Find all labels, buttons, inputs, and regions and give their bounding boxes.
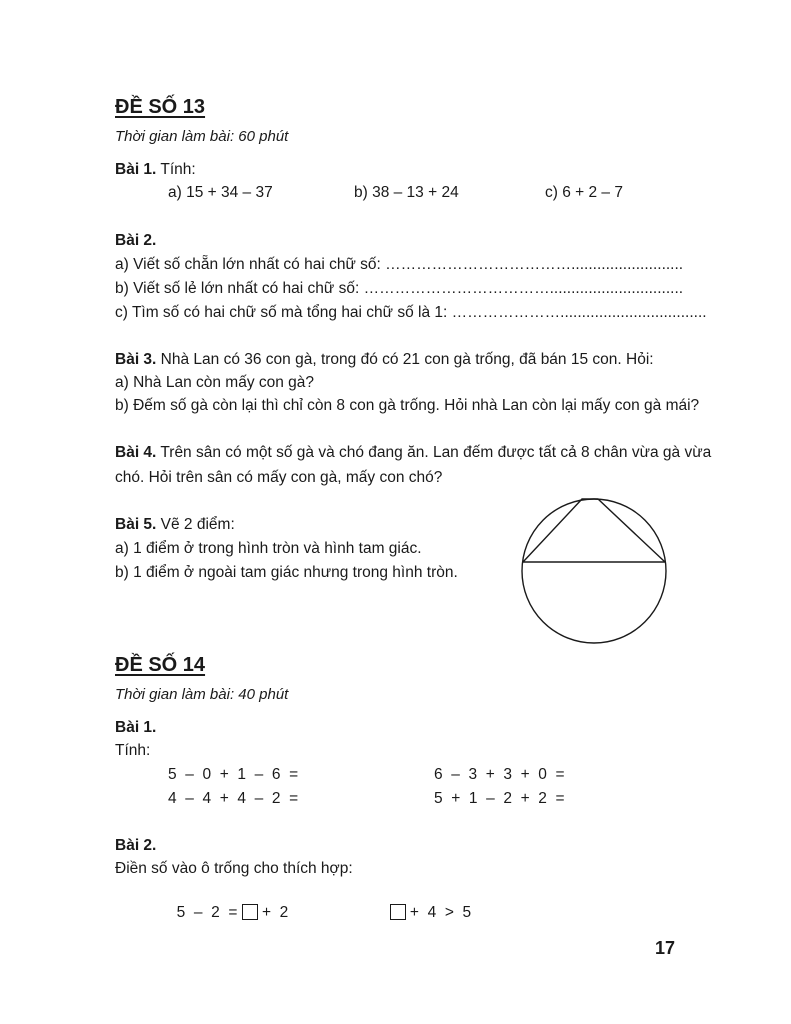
circle: [522, 499, 666, 643]
task-text: Tính:: [156, 161, 196, 178]
task-1-item-c: c) 6 + 2 – 7: [545, 184, 623, 201]
fill-in-expression-1: [168, 883, 288, 923]
exam-13-task-1: [115, 160, 196, 180]
task-text: Vẽ 2 điểm:: [156, 516, 235, 533]
task-label: Bài 4.: [115, 444, 157, 461]
expression-left: 5 – 2 =: [176, 904, 242, 921]
task-5-item-a: a) 1 điểm ở trong hình tròn và hình tam giác.: [115, 540, 422, 557]
exam-14-task-1-label: Bài 1.: [115, 719, 157, 736]
expression-1: 5 – 0 + 1 – 6 =: [168, 766, 299, 783]
expression-right: + 4 > 5: [405, 904, 472, 921]
exam-13-task-2-label: Bài 2.: [115, 232, 157, 249]
exam-13-task-5: [115, 515, 235, 535]
exam-13-title: ĐỀ SỐ 13: [115, 96, 206, 118]
task-text: Nhà Lan có 36 con gà, trong đó có 21 con gà trống, đã bán 15 con. Hỏi:: [156, 351, 654, 368]
task-5-item-b: b) 1 điểm ở ngoài tam giác nhưng trong hình tròn.: [115, 564, 458, 581]
answer-box[interactable]: [242, 904, 258, 920]
page-number: 17: [655, 938, 676, 958]
answer-box[interactable]: [390, 904, 406, 920]
task-label: Bài 3.: [115, 351, 157, 368]
task-2-item-c: c) Tìm số có hai chữ số mà tổng hai chữ số là 1: …………………..................................: [115, 304, 707, 321]
task-4-text-line-2: chó. Hỏi trên sân có mấy con gà, mấy con chó?: [115, 469, 443, 486]
circle-triangle-figure: [515, 488, 675, 658]
exam-14-task-2-text: Điền số vào ô trống cho thích hợp:: [115, 860, 353, 877]
expression-4: 5 + 1 – 2 + 2 =: [434, 790, 565, 807]
task-text: Trên sân có một số gà và chó đang ăn. Lan đếm được tất cả 8 chân vừa gà vừa: [156, 444, 712, 461]
task-1-item-b: b) 38 – 13 + 24: [354, 184, 459, 201]
task-3-item-a: a) Nhà Lan còn mấy con gà?: [115, 374, 315, 391]
expression-right: + 2: [257, 904, 289, 921]
expression-2: 4 – 4 + 4 – 2 =: [168, 790, 299, 807]
exam-14-task-2-label: Bài 2.: [115, 837, 157, 854]
exam-14-title: ĐỀ SỐ 14: [115, 654, 206, 676]
task-1-item-a: a) 15 + 34 – 37: [168, 184, 273, 201]
fill-in-expression-2: [381, 883, 471, 923]
exam-13-task-4: [115, 443, 711, 463]
expression-3: 6 – 3 + 3 + 0 =: [434, 766, 565, 783]
task-2-item-b: b) Viết số lẻ lớn nhất có hai chữ số: ………………………………...............................: [115, 280, 684, 297]
task-3-item-b: b) Đếm số gà còn lại thì chỉ còn 8 con gà trống. Hỏi nhà Lan còn lại mấy con gà mái?: [115, 397, 700, 414]
exam-14-time: Thời gian làm bài: 40 phút: [115, 686, 289, 703]
task-2-item-a: a) Viết số chẵn lớn nhất có hai chữ số: ………………………………..........................: [115, 256, 684, 273]
exam-13-task-3: [115, 350, 654, 370]
task-label: Bài 5.: [115, 516, 157, 533]
exam-14-task-1-text: Tính:: [115, 742, 151, 759]
exam-13-time: Thời gian làm bài: 60 phút: [115, 128, 289, 145]
triangle-sides: [523, 499, 665, 562]
task-label: Bài 1.: [115, 161, 157, 178]
